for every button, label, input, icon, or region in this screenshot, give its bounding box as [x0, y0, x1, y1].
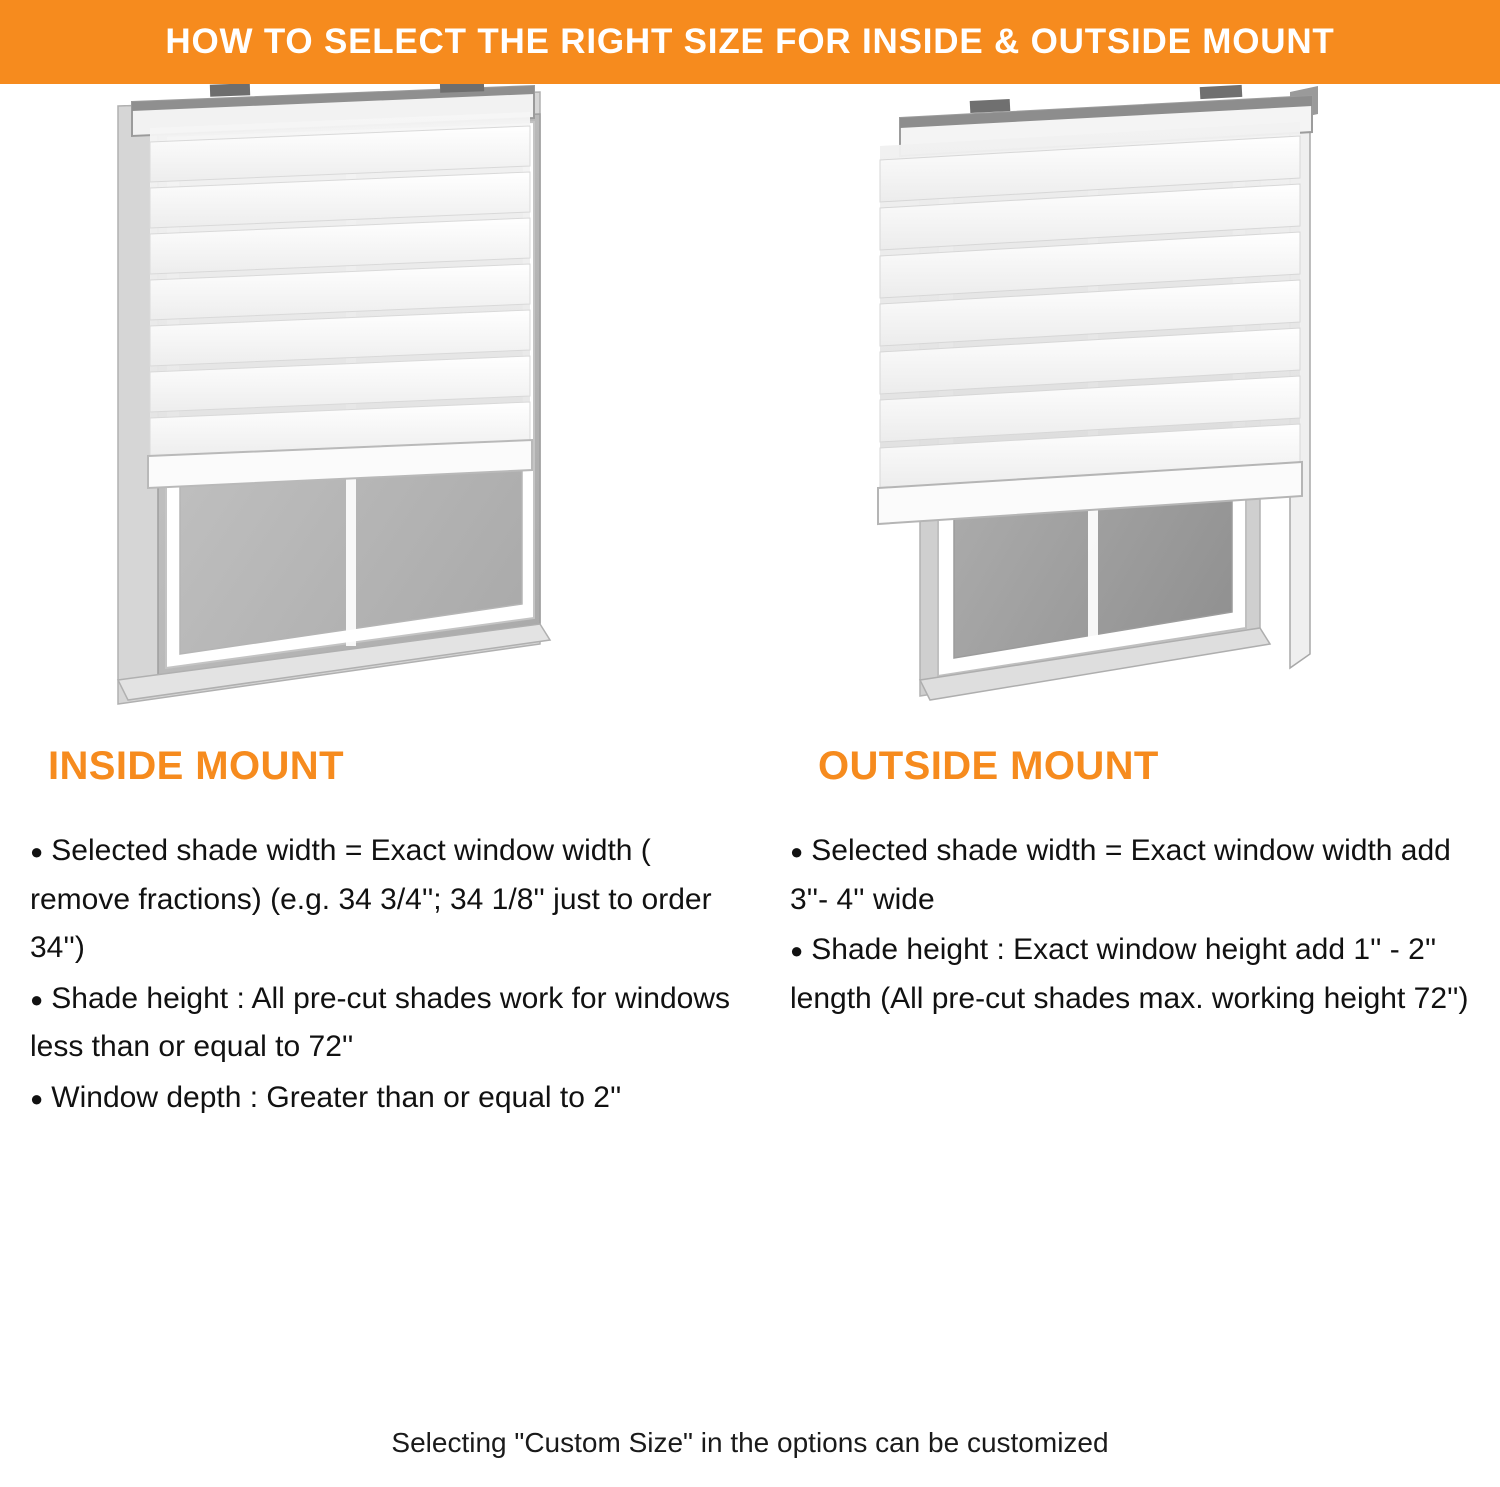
outside-mount-section [790, 744, 1490, 1025]
bullet-text: Shade height : All pre-cut shades work for windows less than or equal to 72'' [30, 981, 730, 1064]
mounting-bracket-left [970, 99, 1011, 113]
bullet-icon: ● [30, 987, 44, 1013]
header-banner [0, 0, 1500, 84]
bullet-icon: ● [790, 839, 804, 865]
bullet-text: Selected shade width = Exact window width add 3''- 4'' wide [790, 834, 1451, 916]
mount-instructions [0, 744, 1500, 1384]
page-title: HOW TO SELECT THE RIGHT SIZE FOR INSIDE & OUTSIDE MOUNT [165, 22, 1335, 61]
inside-mount-illustration [110, 84, 670, 744]
list-item [790, 926, 1490, 1023]
mounting-bracket-right [1200, 85, 1243, 99]
inside-mount-section [30, 744, 750, 1125]
outside-mount-bullet-list [790, 827, 1490, 1023]
outside-mount-svg [860, 84, 1420, 744]
inside-mount-svg [110, 84, 670, 744]
bullet-text: Shade height : Exact window height add 1'' - 2'' length (All pre-cut shades max. working height 72'') [790, 933, 1469, 1015]
bullet-text: Window depth : Greater than or equal to 2'' [51, 1080, 622, 1114]
outside-mount-title: OUTSIDE MOUNT [818, 744, 1159, 788]
shade-slats [880, 136, 1300, 490]
bullet-icon: ● [790, 938, 804, 964]
list-item [30, 975, 750, 1072]
list-item [30, 1074, 750, 1123]
inside-mount-bullet-list [30, 827, 750, 1123]
outside-mount-illustration [860, 84, 1420, 744]
list-item [30, 827, 750, 973]
mounting-bracket-left [210, 84, 250, 97]
inside-mount-title: INSIDE MOUNT [48, 744, 344, 788]
footer-note: Selecting "Custom Size" in the options can be customized [391, 1427, 1109, 1458]
mounting-bracket-right [440, 84, 484, 93]
illustration-area [0, 84, 1500, 744]
bullet-icon: ● [30, 1086, 44, 1112]
bullet-text: Selected shade width = Exact window width ( remove fractions) (e.g. 34 3/4''; 34 1/8'' just to order 34'') [30, 834, 712, 965]
list-item [790, 827, 1490, 924]
bullet-icon: ● [30, 839, 44, 865]
